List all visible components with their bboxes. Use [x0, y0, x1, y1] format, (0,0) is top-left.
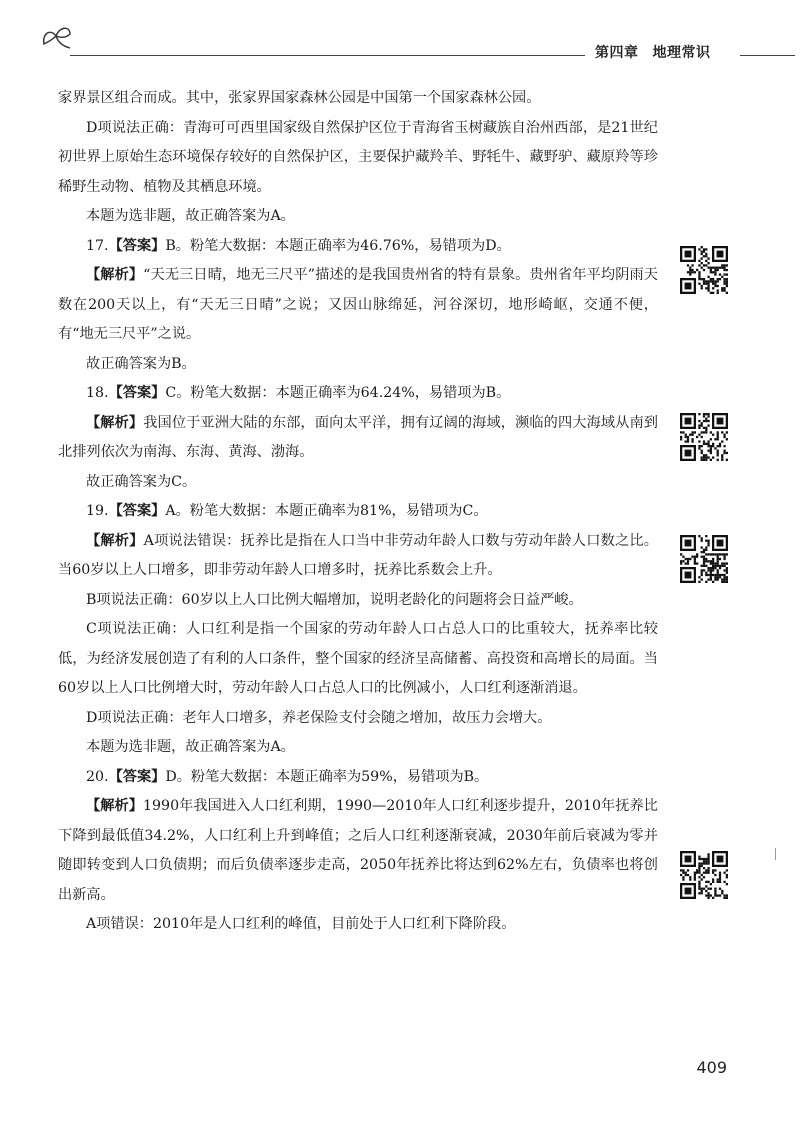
margin-mark — [775, 848, 776, 860]
analysis-tag: 【解析】 — [86, 414, 144, 431]
analysis-17: 【解析】“天无三日晴，地无三尺平”描述的是我国贵州省的特有景象。贵州省年平均阴雨天数在200天以上，有“天无三日晴”之说；又因山脉绵延，河谷深切，地形崎岖，交通不便，有“地无三尺平”之说。 — [58, 267, 658, 342]
paragraph: D项说法正确：青海可可西里国家级自然保护区位于青海省玉树藏族自治州西部，是21世纪初世界上原始生态环境保存较好的自然保护区，主要保护藏羚羊、野牦牛、藏野驴、藏原羚等珍稀野生动物、植物及其栖息环境。 — [58, 119, 658, 195]
analysis-tag: 【解析】 — [86, 532, 144, 549]
answer-line-19: 19.【答案】A。粉笔大数据：本题正确率为81%，易错项为C。 — [86, 503, 488, 519]
question-number: 18. — [86, 385, 109, 401]
leaf-icon — [40, 22, 74, 52]
paragraph: C项说法正确：人口红利是指一个国家的劳动年龄人口占总人口的比重较大，抚养率比较低，为经济发展创造了有利的人口条件，整个国家的经济呈高储蓄、高投资和高增长的局面。当60岁以上人口比例增大时，劳动年龄人口占总人口的比例减小，人口红利逐渐消退。 — [58, 621, 658, 696]
paragraph: 故正确答案为B。 — [86, 355, 196, 372]
answer-line-20: 20.【答案】D。粉笔大数据：本题正确率为59%，易错项为B。 — [86, 768, 489, 785]
answer-tag: 【答案】 — [108, 503, 166, 519]
paragraph: 本题为选非题，故正确答案为A。 — [86, 208, 295, 224]
body-text — [58, 84, 658, 940]
analysis-19: 【解析】A项说法错误：抚养比是指在人口当中非劳动年龄人口数与劳动年龄人口数之比。当60岁以上人口增多，即非劳动年龄人口增多时，抚养比系数会上升。 — [58, 532, 658, 578]
question-number: 20. — [86, 768, 109, 785]
qr-code-17[interactable] — [680, 246, 728, 294]
question-number: 17. — [86, 237, 109, 254]
question-number: 19. — [86, 503, 109, 519]
analysis-20: 【解析】1990年我国进入人口红利期，1990—2010年人口红利逐步提升，2010年抚养比下降到最低值34.2%，人口红利上升到峰值；之后人口红利逐渐衰减，2030年前后衰减为零并随即转变到人口负债期；而后负债率逐步走高，2050年抚养比将达到62%左右，负债率也将创出新高。 — [58, 798, 658, 903]
qr-code-18[interactable] — [680, 413, 728, 461]
qr-code-19[interactable] — [680, 535, 728, 583]
answer-tag: 【答案】 — [108, 385, 166, 401]
page-header — [0, 0, 800, 70]
answer-line-18: 18.【答案】C。粉笔大数据：本题正确率为64.24%，易错项为B。 — [86, 385, 511, 401]
header-rule-right — [740, 55, 795, 56]
paragraph: 故正确答案为C。 — [86, 473, 197, 490]
analysis-tag: 【解析】 — [86, 267, 144, 283]
answer-line-17: 17.【答案】B。粉笔大数据：本题正确率为46.76%，易错项为D。 — [86, 237, 511, 254]
chapter-title — [595, 42, 711, 62]
section-title: 地理常识 — [652, 45, 711, 61]
answer-tag: 【答案】 — [108, 768, 166, 785]
page-number: 409 — [696, 1058, 727, 1077]
paragraph: B项说法正确：60岁以上人口比例大幅增加，说明老龄化的问题将会日益严峻。 — [86, 591, 583, 608]
analysis-18: 【解析】我国位于亚洲大陆的东部，面向太平洋，拥有辽阔的海域，濒临的四大海域从南到北排列依次为南海、东海、黄海、渤海。 — [58, 414, 658, 460]
paragraph: 本题为选非题，故正确答案为A。 — [86, 739, 295, 755]
paragraph: 家界景区组合而成。其中，张家界国家森林公园是中国第一个国家森林公园。 — [58, 90, 541, 106]
answer-tag: 【答案】 — [108, 237, 166, 254]
chapter-number: 第四章 — [595, 45, 639, 61]
header-rule-left — [70, 55, 585, 56]
qr-code-20[interactable] — [680, 851, 728, 899]
paragraph: A项错误：2010年是人口红利的峰值，目前处于人口红利下降阶段。 — [86, 916, 516, 932]
paragraph: D项说法正确：老年人口增多，养老保险支付会随之增加，故压力会增大。 — [86, 709, 552, 726]
analysis-tag: 【解析】 — [86, 798, 143, 814]
